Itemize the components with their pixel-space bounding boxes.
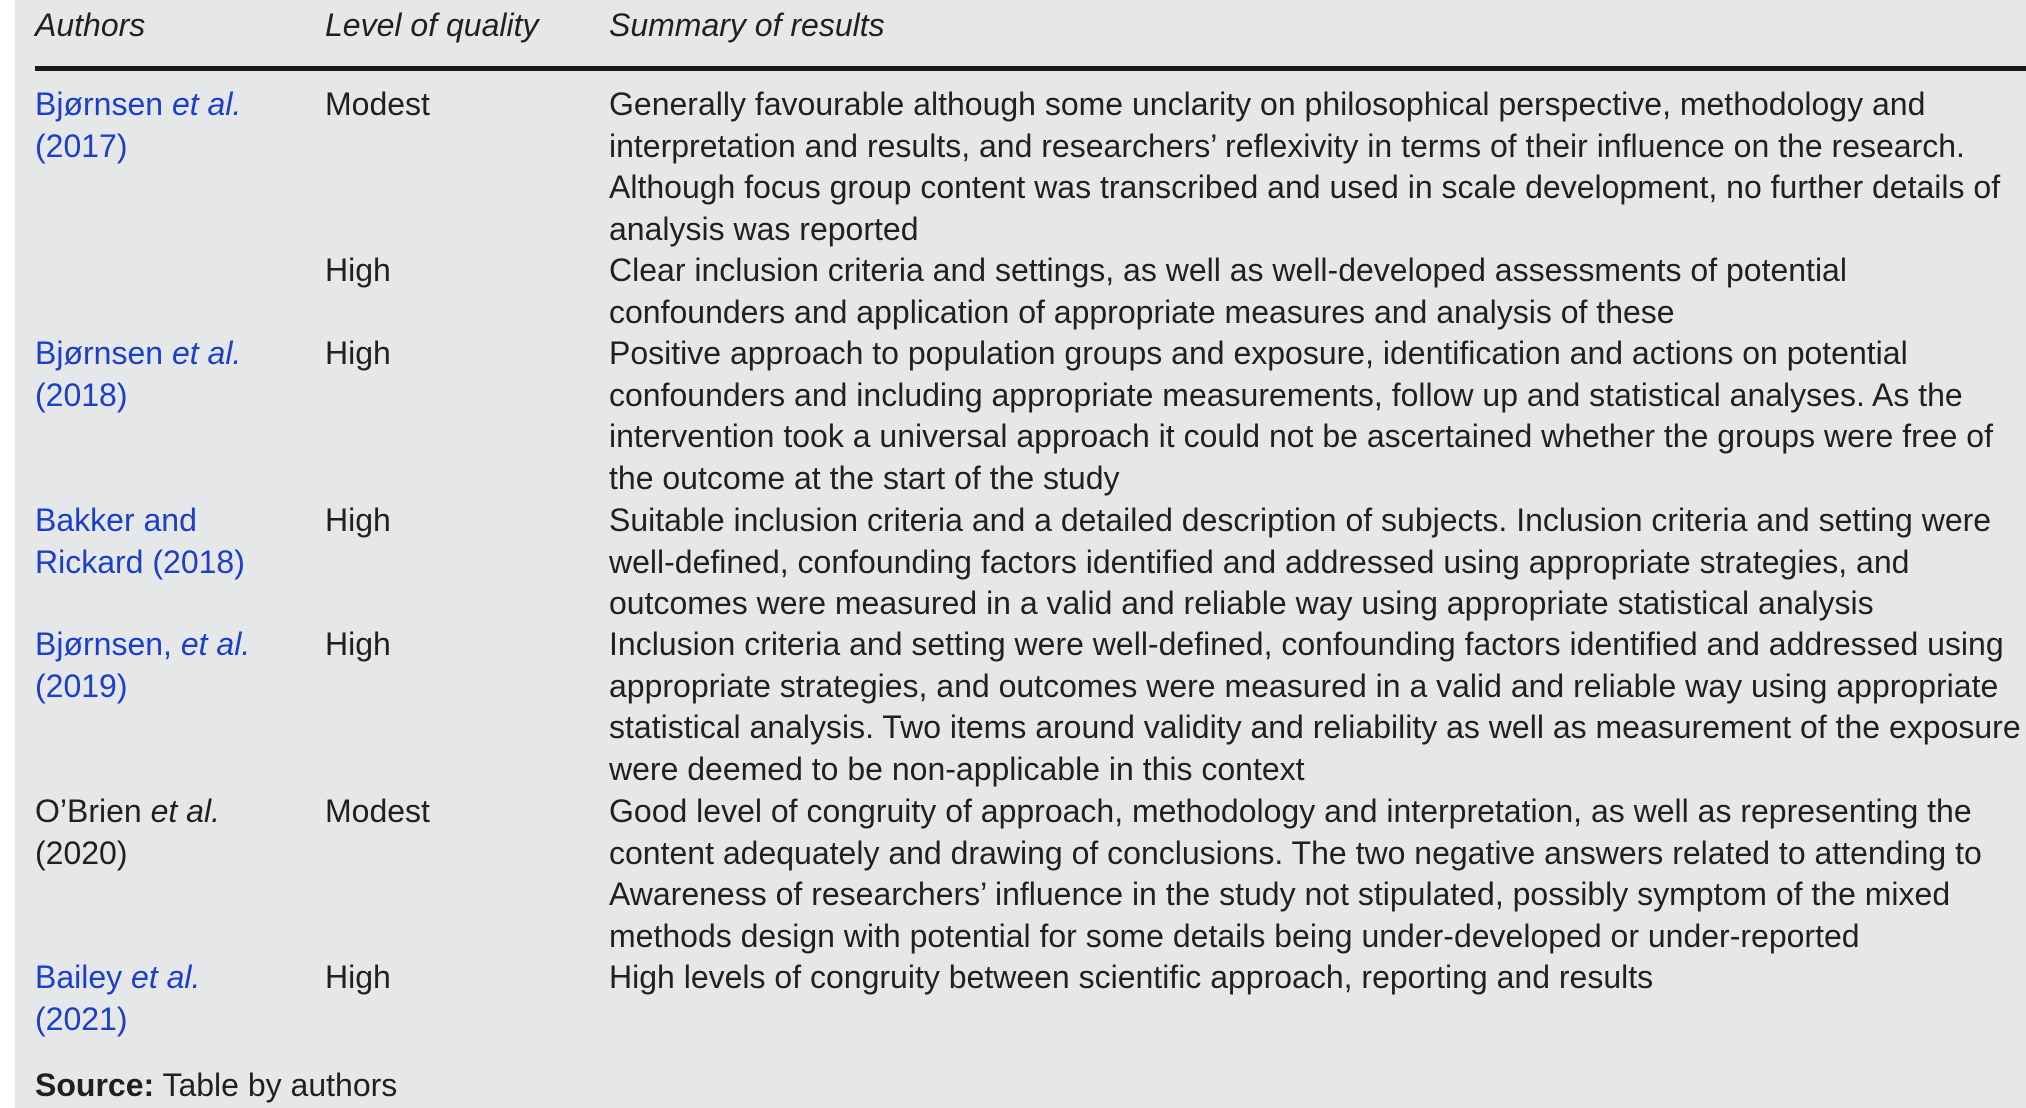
source-text: Table by authors (154, 1067, 398, 1103)
summary-text: Suitable inclusion criteria and a detailed description of subjects. Inclusion criteria and setting were well-defined, confounding factors identified and addressed using appropriate strategies, and outcomes were measured in a valid and reliable way using appropriate statistical analysis (609, 502, 1992, 622)
header-summary-of-results: Summary of results (609, 7, 885, 43)
table-header (35, 0, 2026, 71)
quality-level: High (325, 335, 391, 371)
summary-text: High levels of congruity between scientific approach, reporting and results (609, 959, 1654, 995)
source-label: Source: (35, 1067, 155, 1103)
table-source-note (35, 1064, 397, 1106)
author-citation-link[interactable]: Bjørnsen et al. (2018) (35, 335, 242, 413)
quality-level: Modest (325, 793, 430, 829)
author-citation-link[interactable]: Bjørnsen et al. (2017) (35, 86, 242, 164)
author-citation-link[interactable]: Bjørnsen, et al. (2019) (35, 626, 251, 704)
summary-text: Good level of congruity of approach, methodology and interpretation, as well as representing the content adequately and drawing of conclusions. The two negative answers related to attending to Awareness of researchers’ influence in the study not stipulated, possibly symptom of the mixed methods design with potential for some details being under-developed or under-reported (609, 793, 1982, 954)
table-panel (15, 0, 2026, 1108)
summary-text: Positive approach to population groups and exposure, identification and actions on potential confounders and including appropriate measurements, follow up and statistical analyses. As the intervention took a universal approach it could not be ascertained whether the groups were free of the outcome at the start of the study (609, 335, 1993, 496)
author-citation-link[interactable]: Bakker and Rickard (2018) (35, 502, 245, 580)
quality-level: High (325, 502, 391, 538)
author-citation: O’Brien et al. (2020) (35, 793, 220, 871)
quality-level: High (325, 626, 391, 662)
quality-level: High (325, 959, 391, 995)
quality-assessment-table (35, 0, 2026, 1037)
header-authors: Authors (35, 7, 146, 43)
quality-level: Modest (325, 86, 430, 122)
quality-level: High (325, 252, 391, 288)
author-citation-link[interactable]: Bailey et al. (2021) (35, 959, 201, 1037)
summary-text: Generally favourable although some unclarity on philosophical perspective, methodology and interpretation and results, and researchers’ reflexivity in terms of their influence on the research. Although focus group content was transcribed and used in scale development, no further details of analysis was reported (609, 86, 2001, 247)
summary-text: Clear inclusion criteria and settings, as well as well-developed assessments of potential confounders and application of appropriate measures and analysis of these (609, 252, 1847, 330)
summary-text: Inclusion criteria and setting were well-defined, confounding factors identified and addressed using appropriate strategies, and outcomes were measured in a valid and reliable way using appropriate statistical analysis. Two items around validity and reliability as well as measurement of the exposure were deemed to be non-applicable in this context (609, 626, 2021, 787)
header-level-of-quality: Level of quality (325, 7, 539, 43)
